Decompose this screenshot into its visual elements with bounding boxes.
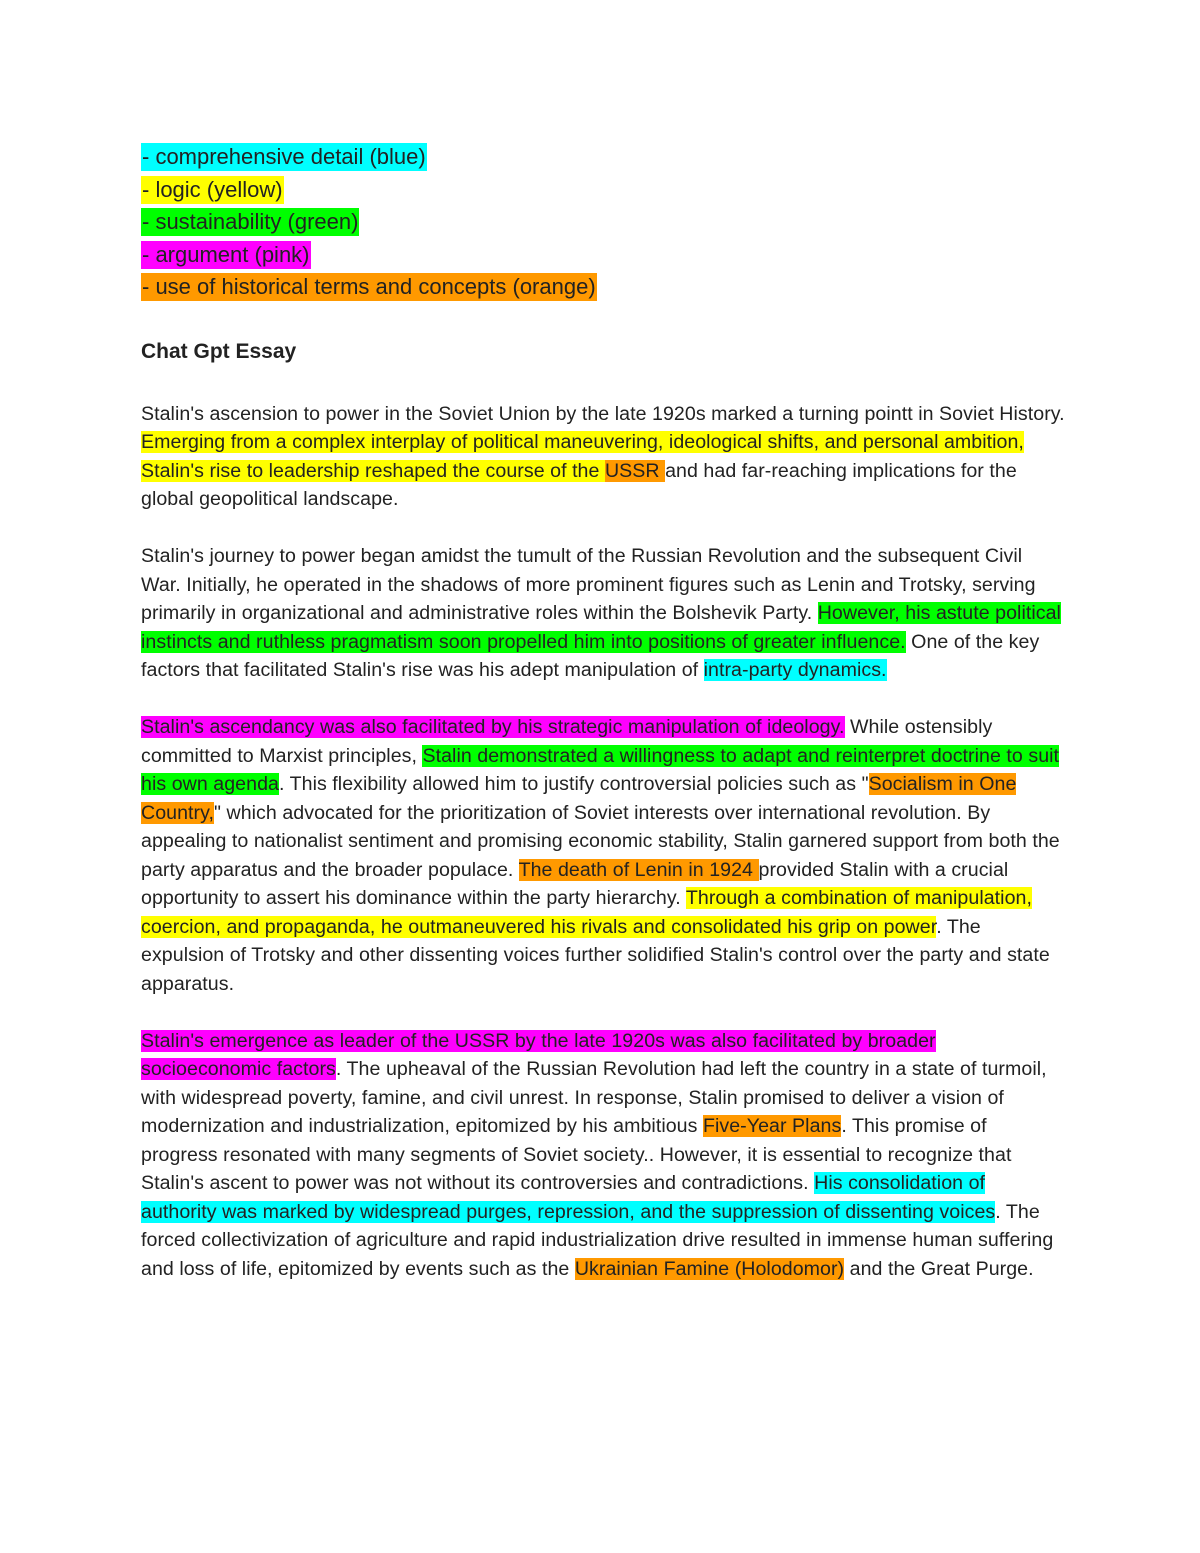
legend-text: - sustainability (green) bbox=[142, 209, 359, 235]
highlight-argument: Stalin's emergence as leader of the USSR by the late 1920s was also facilitated by broader socioeconomic factors bbox=[141, 1029, 936, 1081]
text-segment: and the Great Purge. bbox=[844, 1257, 1034, 1280]
legend-item-green bbox=[141, 206, 1066, 239]
highlight-detail: intra-party dynamics. bbox=[703, 659, 887, 682]
legend-text: - comprehensive detail (blue) bbox=[142, 144, 426, 169]
highlight-logic: Through a combination of manipulation, coercion, and propaganda, he outmaneuvered his rivals and consolidated his grip on power bbox=[141, 887, 1032, 938]
legend-item-yellow bbox=[141, 174, 1066, 207]
highlight-argument: Stalin's ascendancy was also facilitated by his strategic manipulation of ideology. bbox=[141, 716, 845, 739]
highlight-historical-term: USSR bbox=[604, 459, 666, 482]
text-segment: . The expulsion of Trotsky and other dissenting voices further solidified Stalin's control over the party and state apparatus. bbox=[141, 915, 1050, 995]
text-segment: . This flexibility allowed him to justify controversial policies such as " bbox=[278, 773, 869, 796]
text-segment: While ostensibly committed to Marxist principles, bbox=[141, 716, 993, 767]
highlight-historical-term: Socialism in One Country, bbox=[141, 773, 1017, 824]
essay-paragraph-3 bbox=[141, 713, 1066, 998]
text-segment: . The forced collectivization of agriculture and rapid industrialization drive resulted in immense human suffering and loss of life, epitomized by events such as the bbox=[141, 1200, 1054, 1280]
highlight-sustainability: However, his astute political instincts and ruthless pragmatism soon propelled him into positions of greater influence. bbox=[141, 602, 1061, 653]
legend-item-orange bbox=[141, 271, 1066, 304]
highlight-historical-term: Five-Year Plans bbox=[702, 1115, 842, 1138]
text-segment: . The upheaval of the Russian Revolution had left the country in a state of turmoil, with widespread poverty, famine, and civil unrest. In response, Stalin promised to deliver a vision of modernization and industrialization, epitomized by his ambitious bbox=[141, 1058, 1047, 1138]
essay-paragraph-4 bbox=[141, 1027, 1066, 1284]
legend-text: - logic (yellow) bbox=[142, 176, 283, 202]
text-segment: . This promise of progress resonated with many segments of Soviet society.. However, it is essential to recognize that Stalin's ascent to power was not without its controversies and contradictions. bbox=[141, 1115, 1012, 1195]
text-segment: provided Stalin with a crucial opportunity to assert his dominance within the party hierarchy. bbox=[141, 858, 1009, 910]
legend-item-blue bbox=[141, 141, 1066, 174]
essay-paragraph-2 bbox=[141, 542, 1066, 685]
essay-title: Chat Gpt Essay bbox=[141, 339, 297, 363]
document-body bbox=[141, 141, 1066, 1283]
text-segment: Stalin's journey to power began amidst the tumult of the Russian Revolution and the subsequent Civil War. Initially, he operated in the shadows of more prominent figures such as Lenin and Trotsky, serving primarily in organizational and administrative roles within the Bolshevik Party. bbox=[141, 545, 1036, 625]
legend-text: - use of historical terms and concepts (orange) bbox=[142, 274, 596, 300]
color-legend bbox=[141, 141, 1066, 304]
text-segment: " which advocated for the prioritization of Soviet interests over international revolution. By appealing to nationalist sentiment and promising economic stability, Stalin garnered support from both the party apparatus and the broader populace. bbox=[141, 801, 1060, 881]
legend-text: - argument (pink) bbox=[142, 241, 310, 267]
highlight-historical-term: The death of Lenin in 1924 bbox=[518, 858, 759, 881]
highlight-logic: Emerging from a complex interplay of political maneuvering, ideological shifts, and personal ambition, Stalin's rise to leadership reshaped the course of the bbox=[141, 431, 1024, 482]
highlight-sustainability: Stalin demonstrated a willingness to adapt and reinterpret doctrine to suit his own agenda bbox=[141, 744, 1060, 796]
essay-paragraph-1 bbox=[141, 400, 1066, 514]
highlight-detail: His consolidation of authority was marked by widespread purges, repression, and the suppression of dissenting voices bbox=[141, 1172, 996, 1223]
highlight-historical-term: Ukrainian Famine (Holodomor) bbox=[574, 1257, 845, 1280]
legend-item-pink bbox=[141, 239, 1066, 272]
text-segment: One of the key factors that facilitated Stalin's rise was his adept manipulation of bbox=[141, 630, 1040, 682]
text-segment: Stalin's ascension to power in the Soviet Union by the late 1920s marked a turning pointt in Soviet History. bbox=[141, 402, 1065, 425]
text-segment: and had far-reaching implications for the global geopolitical landscape. bbox=[141, 459, 1017, 511]
